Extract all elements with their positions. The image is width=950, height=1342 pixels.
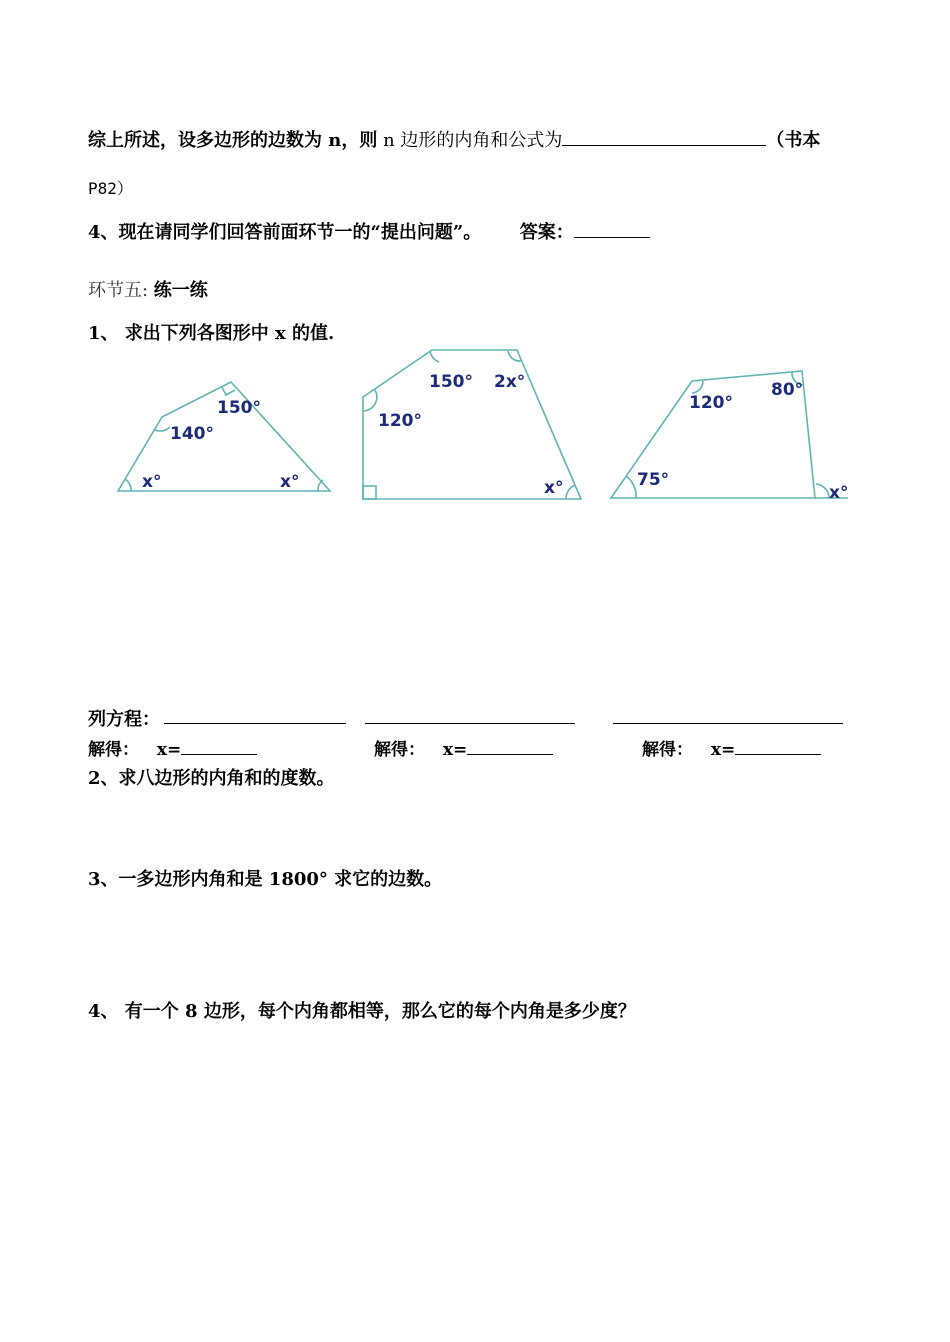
figure-3-label-a: 120° (689, 393, 733, 413)
exercise-3-text: 3、一多边形内角和是 1800° 求它的边数。 (88, 869, 443, 890)
solve-1 (88, 735, 257, 760)
formula-blank[interactable] (562, 129, 766, 146)
summary-text-1: 综上所述，设多边形的边数为 n，则 (88, 130, 378, 151)
question-4-line (88, 218, 650, 244)
equation-blank-1[interactable] (164, 723, 346, 724)
solve-label-2: 解得： (374, 740, 425, 760)
exercise-1-text: 1、 求出下列各图形中 x 的值. (88, 323, 335, 344)
answer-x-blank-3[interactable] (735, 738, 821, 755)
summary-text-4: P82） (88, 179, 133, 198)
exercise-4-text: 4、 有一个 8 边形，每个内角都相等，那么它的每个内角是多少度？ (88, 1001, 636, 1022)
figure-2-label-b: 2x° (494, 372, 526, 392)
summary-text-2: n 边形的内角和公式为 (377, 130, 563, 151)
equation-label: 列方程： (88, 709, 160, 730)
figure-2-label-d: x° (544, 478, 564, 498)
summary-line (88, 126, 820, 152)
figure-3-label-d: x° (829, 483, 849, 503)
solve-label-1: 解得： (88, 740, 139, 760)
equation-blank-2[interactable] (365, 723, 575, 724)
solve-label-3: 解得： (642, 740, 693, 760)
exercise-2-text: 2、求八边形的内角和的度数。 (88, 768, 335, 789)
section-5-title: 练一练 (153, 280, 208, 301)
section-5-label: 环节五: (88, 280, 154, 301)
answer-x-blank-1[interactable] (181, 738, 257, 755)
figure-3-label-c: 75° (637, 470, 670, 490)
summary-text-3: （书本 (766, 130, 821, 151)
answer-blank[interactable] (574, 221, 650, 238)
figure-1-label-b: 140° (170, 424, 214, 444)
figure-1-label-d: x° (280, 472, 300, 492)
polygon-figures (0, 345, 950, 515)
question-4-text: 4、现在请同学们回答前面环节一的“提出问题”。 (88, 222, 482, 243)
x-label-2: x= (442, 740, 468, 760)
x-label-1: x= (156, 740, 182, 760)
figure-2-label-c: 120° (378, 411, 422, 431)
answer-x-blank-2[interactable] (467, 738, 553, 755)
equation-blank-3[interactable] (613, 723, 843, 724)
figure-1-label-c: x° (142, 472, 162, 492)
section-5-heading (88, 276, 208, 302)
figure-1-label-a: 150° (217, 398, 261, 418)
solve-3 (642, 735, 821, 760)
figure-3-label-b: 80° (771, 380, 804, 400)
solve-2 (374, 735, 553, 760)
answer-label: 答案： (519, 222, 574, 243)
figure-2-label-a: 150° (429, 372, 473, 392)
x-label-3: x= (710, 740, 736, 760)
